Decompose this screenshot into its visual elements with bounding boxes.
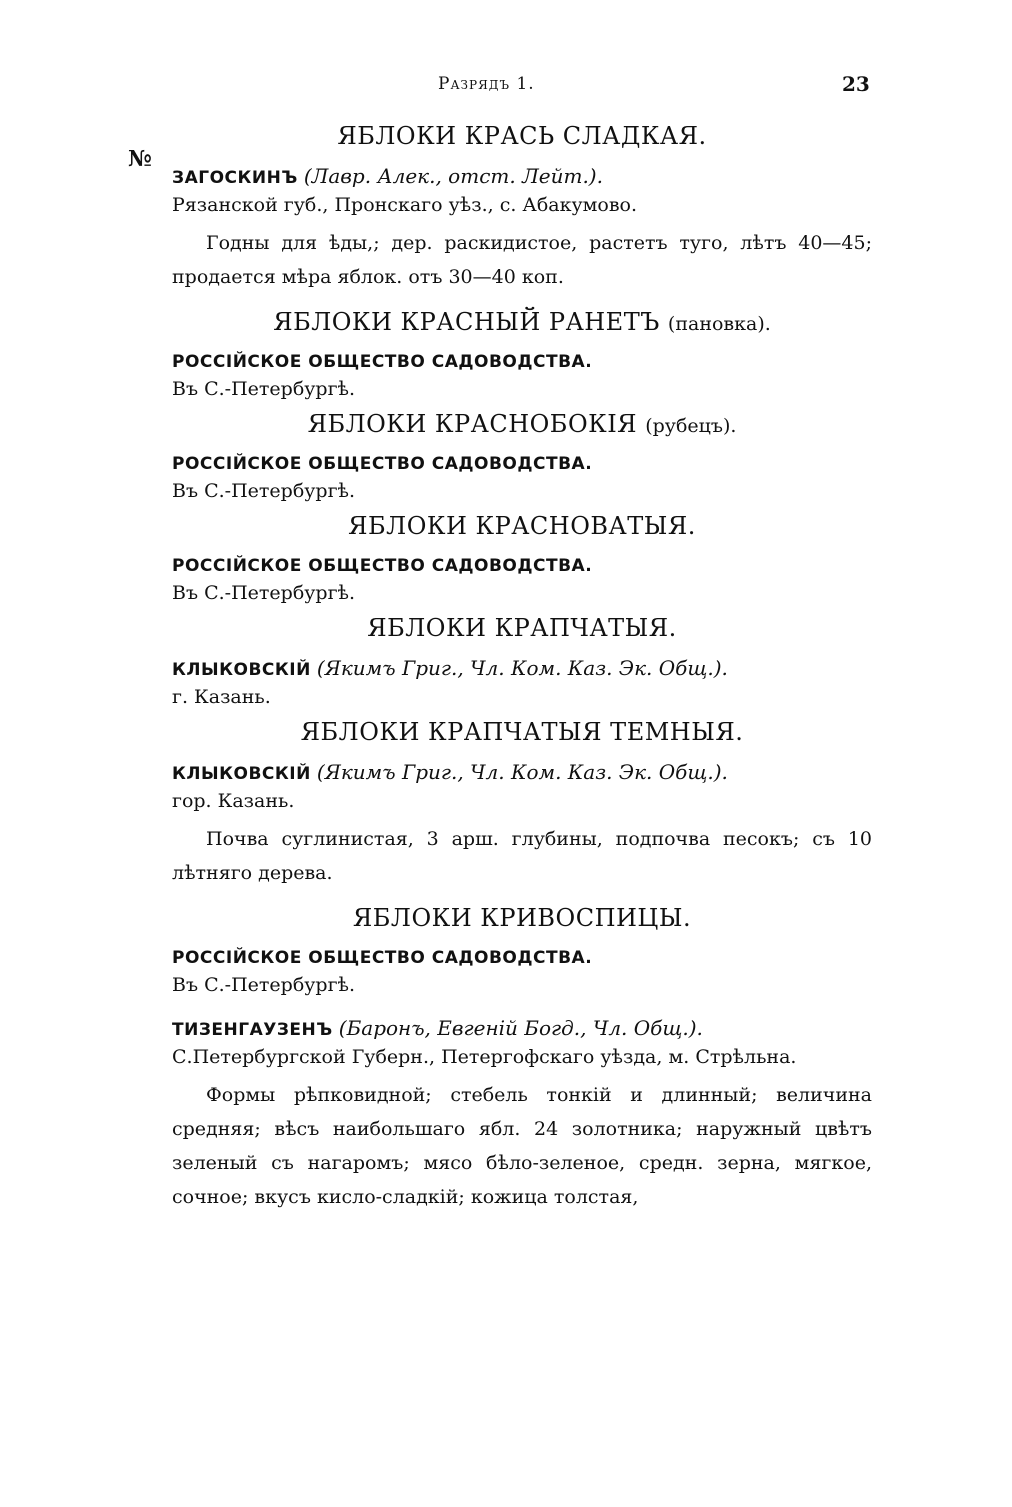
heading-paren: (рубецъ). xyxy=(645,415,737,437)
entry-heading: ЯБЛОКИ КРАПЧАТЫЯ ТЕМНЫЯ. xyxy=(300,718,744,746)
owner-line xyxy=(172,656,872,680)
owner-title: (Лавр. Алек., отст. Лейт.). xyxy=(303,164,603,188)
owner-line xyxy=(172,554,872,576)
place-line: Въ С.-Петербургѣ. xyxy=(172,480,356,502)
entry-description: Годны для ѣды,; дер. раскидистое, растетъ туго, лѣтъ 40—45; продается мѣра яблок. отъ 30—40 коп. xyxy=(172,232,872,288)
place-line: гор. Казань. xyxy=(172,790,295,812)
page-content xyxy=(172,122,872,1228)
entry-description: Формы рѣпковидной; стебель тонкій и длинный; величина средняя; вѣсъ наибольшаго ябл. 24 золотника; наружный цвѣтъ зеленый съ нагаромъ; мясо бѣло-зеленое, средн. зерна, мягкое, сочное; вкусъ кисло-сладкій; кожица толстая, xyxy=(172,1084,872,1208)
place-line: Рязанской губ., Пронскаго уѣз., с. Абакумово. xyxy=(172,194,638,216)
owner-name: РОССІЙСКОЕ ОБЩЕСТВО САДОВОДСТВА. xyxy=(172,454,593,474)
owner-line xyxy=(172,760,872,784)
entry-heading: ЯБЛОКИ КРАСНЫЙ РАНЕТЪ (пановка). xyxy=(273,308,771,336)
owner-title: (Якимъ Григ., Чл. Ком. Каз. Эк. Общ.). xyxy=(316,656,728,680)
entry-description: Почва суглинистая, 3 арш. глубины, подпочва песокъ; съ 10 лѣтняго дерева. xyxy=(172,828,872,884)
page-number: 23 xyxy=(842,72,870,96)
owner-line xyxy=(172,946,872,968)
owner-name: РОССІЙСКОЕ ОБЩЕСТВО САДОВОДСТВА. xyxy=(172,948,593,968)
owner-name: КЛЫКОВСКІЙ xyxy=(172,764,311,784)
owner-line xyxy=(172,1016,872,1040)
owner-line xyxy=(172,452,872,474)
owner-name: ЗАГОСКИНЪ xyxy=(172,168,298,188)
spacer xyxy=(172,1006,872,1016)
heading-paren: (пановка). xyxy=(667,313,771,335)
place-line: Въ С.-Петербургѣ. xyxy=(172,582,356,604)
entry-heading: ЯБЛОКИ КРАСНОВАТЫЯ. xyxy=(348,512,696,540)
owner-name: РОССІЙСКОЕ ОБЩЕСТВО САДОВОДСТВА. xyxy=(172,556,593,576)
number-sign: № xyxy=(128,146,152,172)
owner-name: РОССІЙСКОЕ ОБЩЕСТВО САДОВОДСТВА. xyxy=(172,352,593,372)
entry-heading: ЯБЛОКИ КРАСЬ СЛАДКАЯ. xyxy=(337,122,707,150)
owner-name: КЛЫКОВСКІЙ xyxy=(172,660,311,680)
owner-line xyxy=(172,164,872,188)
place-line: Въ С.-Петербургѣ. xyxy=(172,974,356,996)
place-line: г. Казань. xyxy=(172,686,271,708)
owner-name: ТИЗЕНГАУЗЕНЪ xyxy=(172,1020,333,1040)
entry-heading: ЯБЛОКИ КРАСНОБОКІЯ (рубецъ). xyxy=(307,410,737,438)
owner-title: (Якимъ Григ., Чл. Ком. Каз. Эк. Общ.). xyxy=(316,760,728,784)
entry-heading: ЯБЛОКИ КРИВОСПИЦЫ. xyxy=(352,904,692,932)
running-head: Разрядъ 1. xyxy=(438,74,535,94)
owner-line xyxy=(172,350,872,372)
place-line: С.Петербургской Губерн., Петергофскаго уѣзда, м. Стрѣльна. xyxy=(172,1046,797,1068)
entry-heading: ЯБЛОКИ КРАПЧАТЫЯ. xyxy=(367,614,677,642)
place-line: Въ С.-Петербургѣ. xyxy=(172,378,356,400)
owner-title: (Баронъ, Евгеній Богд., Чл. Общ.). xyxy=(338,1016,703,1040)
